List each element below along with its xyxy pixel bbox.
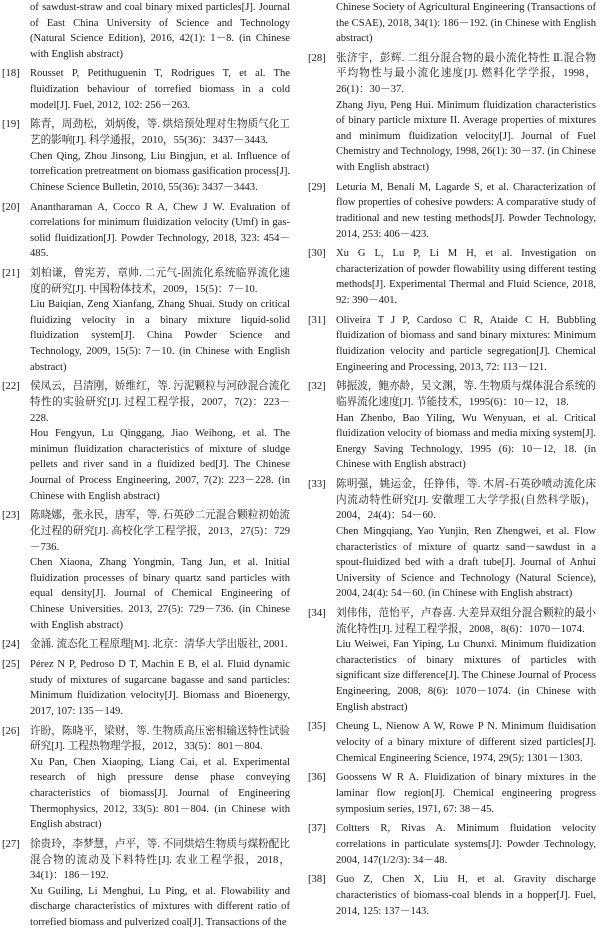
reference-translation: Zhang Jiyu, Peng Hui. Minimum fluidization characteristics of binary particle mixture II. Average properties of mixtures and minimum fluidization velocity[J]. Journal of Fuel Chemistry and Technology, 1998, 26(1): 30－37. (in Chinese with English abstract): [336, 99, 596, 173]
reference-entry: [0, 657, 290, 719]
reference-continuation: [306, 0, 596, 47]
reference-entry: [0, 379, 290, 504]
reference-text: Guo Z, Chen X, Liu H, et al. Gravity discharge characteristics of biomass-coal blends in a hopper[J]. Fuel, 2014, 125: 137－143.: [336, 874, 596, 917]
reference-entry: [0, 637, 290, 653]
reference-number: [18]: [2, 68, 20, 80]
reference-entry: [0, 117, 290, 195]
reference-translation: Xu Guiling, Li Menghui, Lu Ping, et al. Flowability and discharge characteristics of mixtures with different ratio of torrefied biomass and pulverized coal[J]. Transactions of the: [30, 885, 290, 928]
reference-text: 金涌. 流态化工程原理[M]. 北京：清华大学出版社, 2001.: [30, 639, 288, 651]
reference-text: Cheung L, Nienow A W, Rowe P N. Minimum fluidisation velocity of a binary mixture of different sized particles[J]. Chemical Engineering Science, 1974, 29(5): 1301－1303.: [336, 721, 596, 764]
reference-text: 刘伟伟，范怡平，卢春喜. 大差异双组分混合颗粒的最小流化特性[J]. 过程工程学报，2008，8(6)：1070－1074.: [336, 608, 596, 635]
reference-entry: [306, 719, 596, 766]
reference-text: Oliveira T J P, Cardoso C R, Ataide C H. Bubbling fluidization of biomass and sand binary mixtures: Minimum fluidization velocity and particle segregation[J]. Chemical Engineering and Processing, 2013, 72: 113－121.: [336, 314, 596, 373]
reference-text: Leturia M, Benali M, Lagarde S, et al. Characterization of flow properties of cohesive powders: A comparative study of traditional and new testing methods[J]. Powder Technology, 2014, 253: 406－423.: [336, 181, 596, 240]
reference-entry: [0, 266, 290, 375]
reference-entry: [306, 379, 596, 473]
reference-number: [19]: [2, 119, 20, 131]
reference-number: [34]: [308, 608, 326, 620]
reference-entry: [306, 606, 596, 715]
reference-number: [30]: [308, 248, 326, 260]
reference-number: [36]: [308, 772, 326, 784]
reference-number: [38]: [308, 874, 326, 886]
reference-column-right: [306, 0, 596, 923]
reference-text: 刘柏谦，曾宪芳，章帅. 二元气-固流化系统临界流化速度的研究[J]. 中国粉体技术，2009，15(5)：7－10.: [30, 268, 290, 295]
reference-entry: [0, 724, 290, 833]
reference-text: 韩振波，鲍亦龄，吴文渊，等. 生物质与煤体混合系统的临界流化速度[J]. 节能技术，1995(6)：10－12，18.: [336, 381, 596, 408]
reference-number: [23]: [2, 510, 20, 522]
reference-translation: Chen Mingqiang, Yao Yunjin, Ren Zhengwei, et al. Flow characteristics of mixture of quartz sand－sawdust in a spout-fluidized bed with a draft tube[J]. Journal of Anhui University of Science and Technology (Natural Science), 2004, 24(4): 54－60. (in Chinese with English abstract): [336, 525, 596, 600]
reference-number: [21]: [2, 268, 20, 280]
reference-text: Pérez N P, Pedroso D T, Machin E B, el al. Fluid dynamic study of mixtures of sugarcane bagasse and sand particles: Minimum fluidization velocity[J]. Biomass and Bioenergy, 2017, 107: 135－149.: [30, 659, 290, 717]
reference-entry: [306, 477, 596, 602]
reference-text: 陈晓娜，张永民，唐军，等. 石英砂二元混合颗粒初始流化过程的研究[J]. 高校化学工程学报，2013，27(5)：729－736.: [30, 510, 290, 553]
reference-number: [24]: [2, 639, 20, 651]
reference-number: [28]: [308, 52, 326, 64]
reference-text: 侯凤云，吕清刚，娇维红，等. 污泥颗粒与河砂混合流化特性的实验研究[J]. 过程工程学报，2007，7(2)：223－228.: [30, 381, 290, 424]
reference-entry: [0, 66, 290, 113]
reference-number: [26]: [2, 725, 20, 737]
reference-continuation: [0, 0, 290, 62]
reference-entry: [306, 51, 596, 176]
reference-text: of sawdust-straw and coal binary mixed particles[J]. Journal of East China University of Science and Technology (Natural Science Edition), 2016, 42(1): 1－8. (in Chinese with English abstract): [30, 2, 290, 60]
reference-number: [22]: [2, 381, 20, 393]
reference-text: 徐贵玲，李梦慧，卢平，等. 不同烘焙生物质与煤粉配比混合物的流动及下料特性[J]. 农业工程学报，2018，34(1)：186－192.: [30, 838, 290, 882]
reference-text: 张济宇，彭辉. 二组分混合物的最小流化特性 Ⅱ.混合物平均物性与最小流化速度[J]. 燃料化学学报，1998，26(1)：30－37.: [336, 52, 596, 95]
reference-text: Coltters R, Rivas A. Minimum fluidation velocity correlations in particulate systems[J]. Powder Technology, 2004, 147(1/2/3): 34－48.: [336, 823, 596, 866]
reference-translation: Chen Qing, Zhou Jinsong, Liu Bingjun, et al. Influence of torrefication pretreatment on biomass gasification process[J]. Chinese Science Bulletin, 2010, 55(36): 3437－3443.: [30, 150, 290, 193]
reference-entry: [306, 313, 596, 375]
reference-text: 陈明强，姚运金，任铮伟，等. 木屑-石英砂喷动流化床内流动特性研究[J]. 安徽理工大学学报(自然科学版)，2004，24(4)：54－60.: [336, 479, 596, 522]
reference-column-left: [0, 0, 290, 935]
reference-number: [35]: [308, 721, 326, 733]
reference-translation: Liu Baiqian, Zeng Xianfang, Zhang Shuai. Study on critical fluidizing velocity in a binary mixture liquid-solid fluidization system[J]. China Powder Science and Technology, 2009, 15(5): 7－10. (in Chinese with English abstract): [30, 299, 290, 373]
reference-text: Chinese Society of Agricultural Engineering (Transactions of the CSAE), 2018, 34(1): 186－192. (in Chinese with English abstract): [336, 2, 596, 45]
reference-entry: [306, 872, 596, 919]
reference-number: [37]: [308, 823, 326, 835]
reference-translation: Chen Xiaona, Zhang Yongmin, Tang Jun, et al. Initial fluidization processes of binary quartz sand particles with equal density[J]. Journal of Chemical Engineering of Chinese Universities. 2013, 27(5): 729－736. (in Chinese with English abstract): [30, 557, 290, 631]
reference-translation: Liu Weiwei, Fan Yiping, Lu Chunxi. Minimum fluidization characteristics of binary mixtures of particles with significant size difference[J]. The Chinese Journal of Process Engineering, 2008, 8(6): 1070－1074. (in Chinese with English abstract): [336, 639, 596, 713]
reference-number: [33]: [308, 479, 326, 491]
reference-entry: [0, 837, 290, 931]
reference-entry: [306, 246, 596, 308]
reference-text: Xu G L, Lu P, Li M H, et al. Investigation on characterization of powder flowability using different testing methods[J]. Experimental Thermal and Fluid Science, 2018, 92: 390－401.: [336, 248, 596, 307]
reference-number: [32]: [308, 381, 326, 393]
reference-entry: [306, 180, 596, 242]
reference-entry: [0, 508, 290, 633]
reference-text: Rousset P, Petithuguenin T, Rodrigues T, et al. The fluidization behaviour of torrefied biomass in a cold model[J]. Fuel, 2012, 102: 256－263.: [30, 68, 290, 111]
reference-entry: [306, 770, 596, 817]
reference-number: [20]: [2, 201, 20, 213]
reference-number: [29]: [308, 181, 326, 193]
reference-translation: Hou Fengyun, Lu Qinggang, Jiao Weihong, et al. The minimun fluidization characteristics of mixture of sludge pellets and river sand in a fluidized bed[J]. The Chinese Journal of Process Engineering, 2007, 7(2): 223－228. (in Chinese with English abstract): [30, 428, 290, 502]
reference-text: 许盼，陈晓平，梁财，等. 生物质高压密相输送特性试验研究[J]. 工程热物理学报，2012，33(5)：801－804.: [30, 725, 290, 753]
reference-entry: [0, 200, 290, 262]
reference-translation: Xu Pan, Chen Xiaoping, Liang Cai, et al. Experimental research of high pressure dense phase conveying characteristics of biomass[J]. Journal of Engineering Thermophysics, 2012, 33(5): 801－804. (in Chinese with English abstract): [30, 756, 290, 831]
reference-translation: Han Zhenbo, Bao Yiling, Wu Wenyuan, et al. Critical fluidization velocity of biomass and media mixing system[J]. Energy Saving Technology, 1995 (6): 10－12, 18. (in Chinese with English abstract): [336, 412, 596, 471]
reference-number: [25]: [2, 659, 20, 671]
reference-number: [27]: [2, 838, 20, 850]
reference-entry: [306, 821, 596, 868]
reference-text: Goossens W R A. Fluidization of binary mixtures in the laminar flow region[J]. Chemical engineering progress symposium series, 1971, 67: 38－45.: [336, 772, 596, 815]
reference-text: Anantharaman A, Cocco R A, Chew J W. Evaluation of correlations for minimum fluidization velocity (Umf) in gas-solid fluidization[J]. Powder Technology, 2018, 323: 454－485.: [30, 201, 290, 260]
reference-number: [31]: [308, 314, 326, 326]
reference-text: 陈青，周劲松，刘炳俊，等. 烘焙预处理对生物质气化工艺的影响[J]. 科学通报，2010，55(36)：3437－3443.: [30, 119, 290, 146]
